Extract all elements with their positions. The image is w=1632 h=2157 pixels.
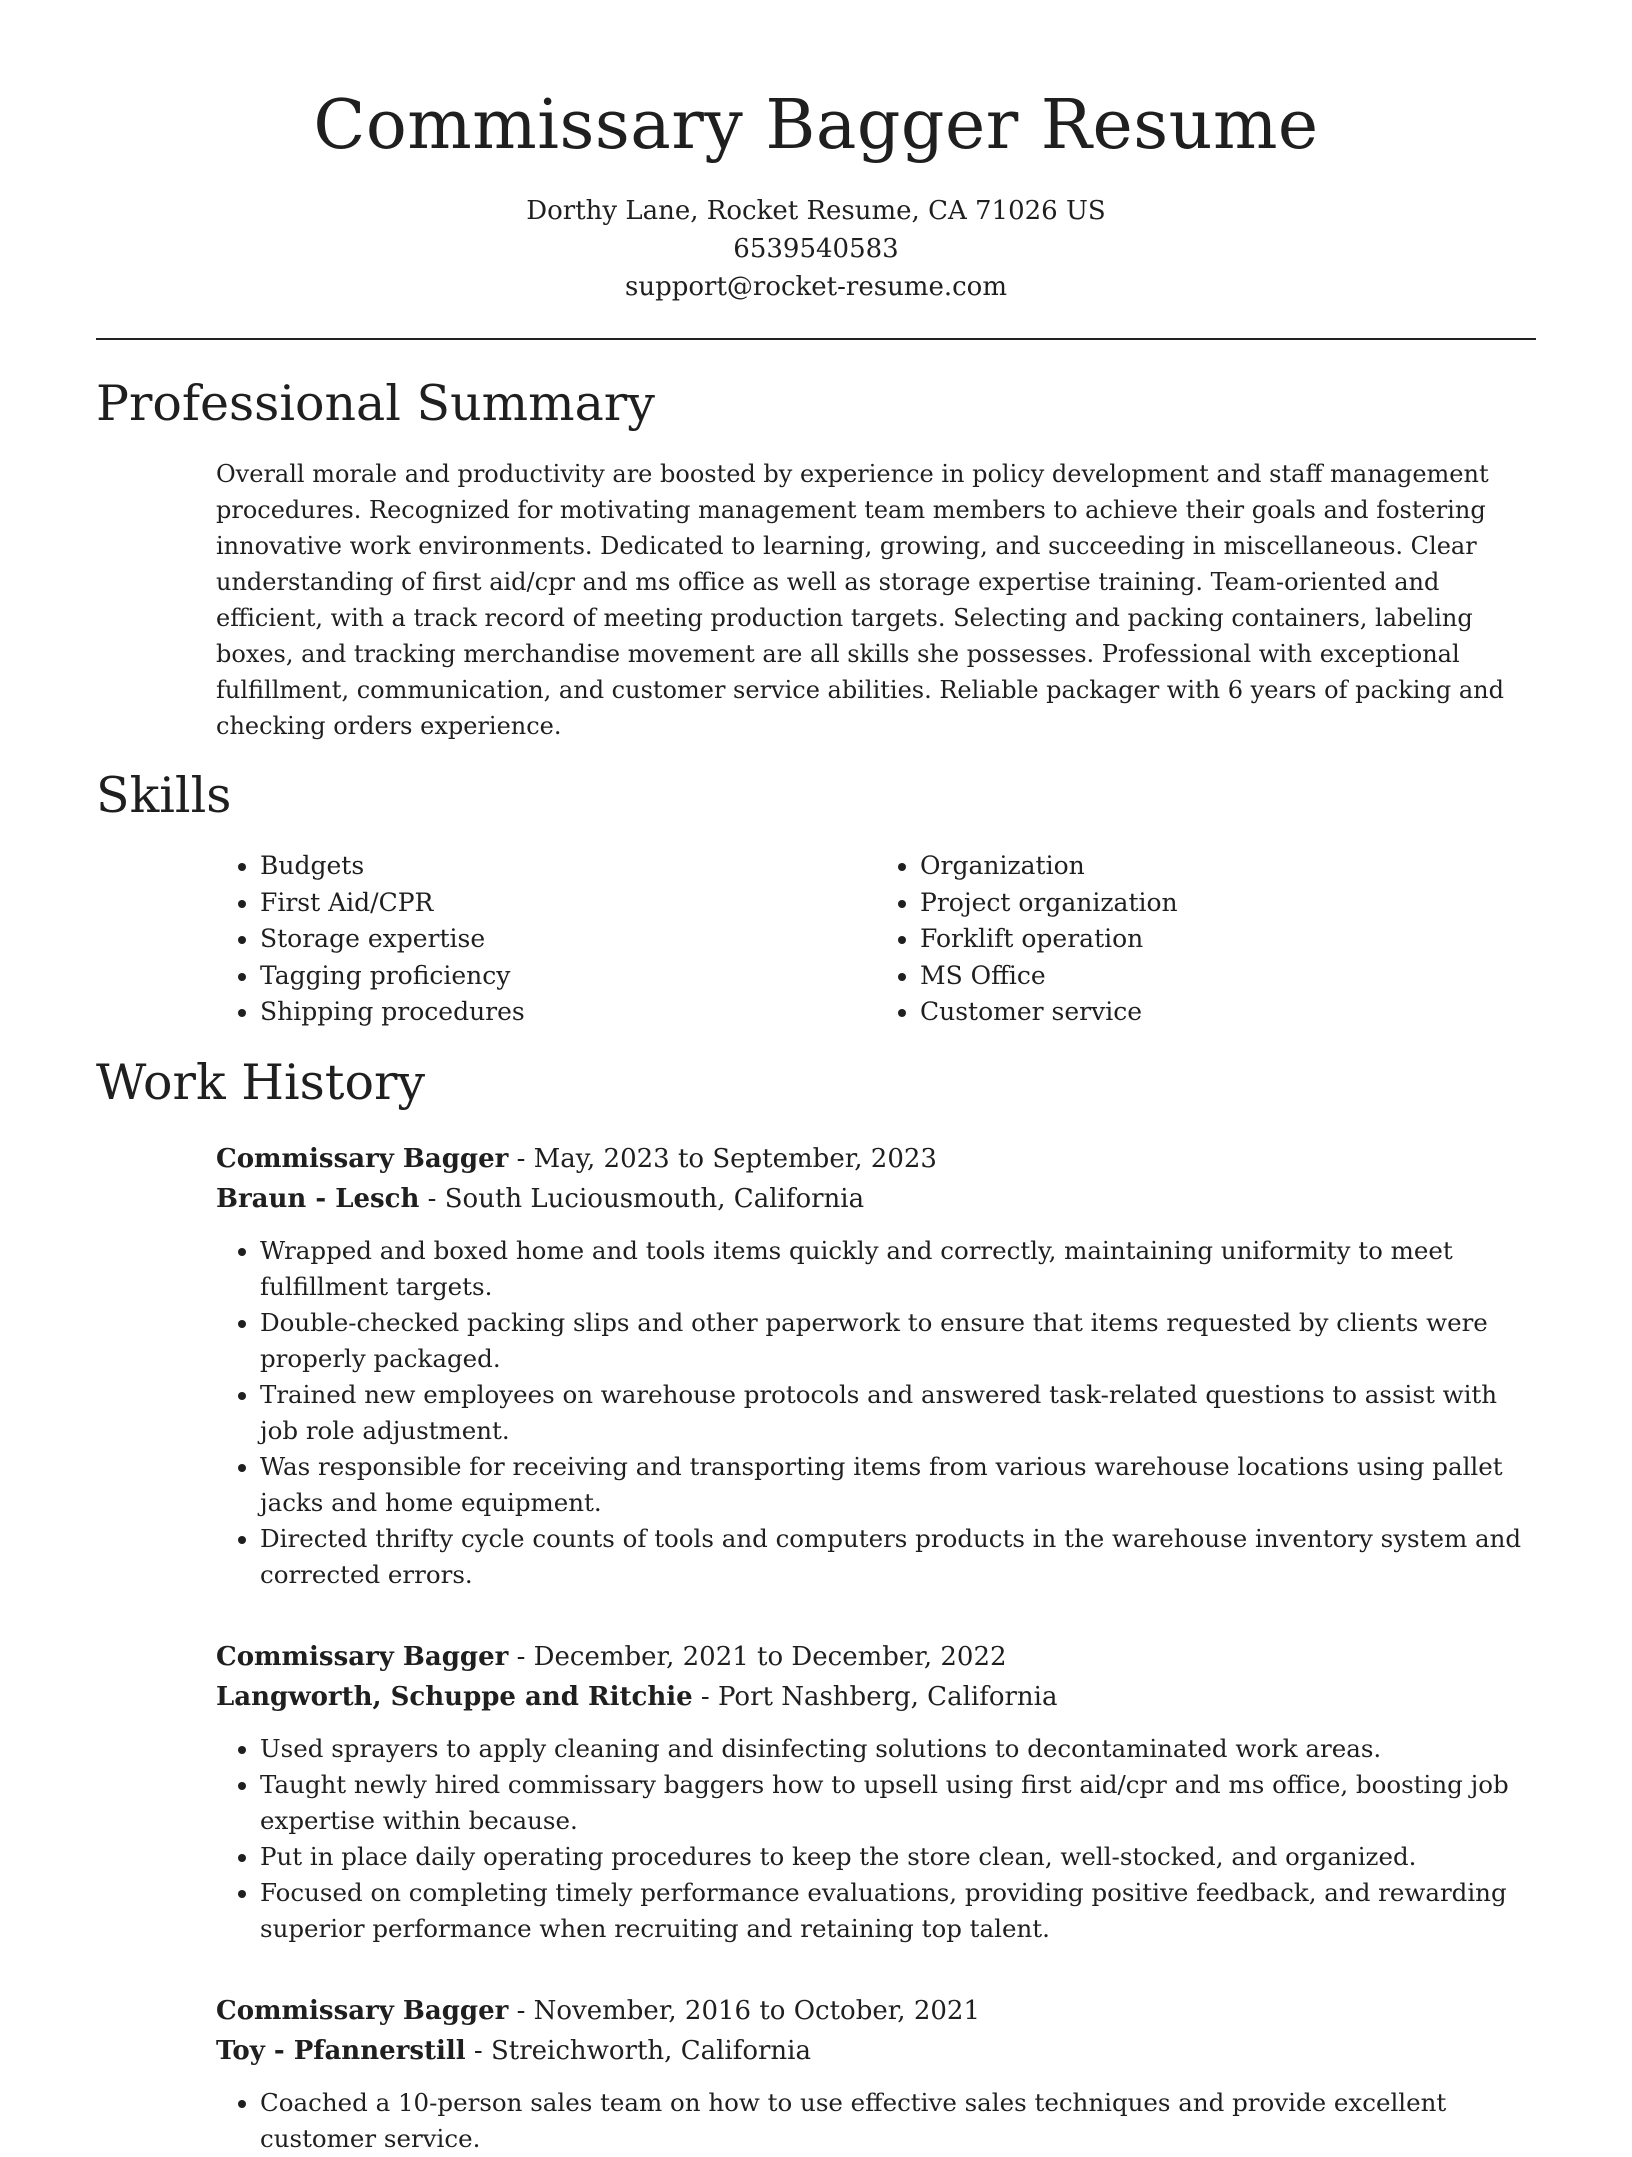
resume-title: Commissary Bagger Resume xyxy=(313,86,1319,165)
duty-item: • Double-checked packing slips and other paperwork to ensure that items requested by clients were properly packaged. xyxy=(260,1305,1536,1377)
job-company: Braun - Lesch xyxy=(216,1183,420,1214)
job-company: Toy - Pfannerstill xyxy=(216,2035,466,2066)
job-dates: - November, 2016 to October, 2021 xyxy=(508,1995,980,2026)
job-duties xyxy=(216,1731,1536,1947)
job-location: - South Luciousmouth, California xyxy=(419,1183,865,1214)
duty-item: • Focused on completing timely performance evaluations, providing positive feedback, and rewarding superior performance when recruiting and retaining top talent. xyxy=(260,1875,1536,1947)
duty-item: • Taught newly hired commissary baggers how to upsell using first aid/cpr and ms office, boosting job expertise within because. xyxy=(260,1767,1536,1839)
job-employer-line xyxy=(216,1179,1536,1219)
email-address: support@rocket-resume.com xyxy=(624,272,1007,302)
skill-item: • MS Office xyxy=(920,958,1536,995)
duty-item: • Directed thrifty cycle counts of tools and computers products in the warehouse inventory system and corrected errors. xyxy=(260,1521,1536,1593)
skill-item: • Budgets xyxy=(260,848,876,885)
skill-item: • Organization xyxy=(920,848,1536,885)
skill-item: • First Aid/CPR xyxy=(260,885,876,922)
job-title-line xyxy=(216,1637,1536,1677)
job-role: Commissary Bagger xyxy=(216,1143,509,1174)
address: Dorthy Lane, Rocket Resume, CA 71026 US xyxy=(526,196,1106,226)
duty-item: • Put in place daily operating procedures to keep the store clean, well-stocked, and organized. xyxy=(260,1839,1536,1875)
summary-text: Overall morale and productivity are boosted by experience in policy development and staff management procedures. Recognized for motivating management team members to achieve their goals and fostering innovative work environments. Dedicated to learning, growing, and succeeding in miscellaneous. Clear understanding of first aid/cpr and ms office as well as storage expertise training. Team-oriented and efficient, with a track record of meeting production targets. Selecting and packing containers, labeling boxes, and tracking merchandise movement are all skills she possesses. Professional with exceptional fulfillment, communication, and customer service abilities. Reliable packager with 6 years of packing and checking orders experience. xyxy=(216,460,1504,740)
skills-column-right xyxy=(876,848,1536,1031)
skill-item: • Tagging proficiency xyxy=(260,958,876,995)
skills-list xyxy=(216,848,1536,1031)
summary-heading: Professional Summary xyxy=(96,375,655,432)
job-title-line xyxy=(216,1139,1536,1179)
phone-number: 6539540583 xyxy=(733,234,899,264)
skills-column-left xyxy=(216,848,876,1031)
job-title-line xyxy=(216,1991,1536,2031)
job-entry xyxy=(216,1991,1536,2157)
contact-info xyxy=(96,192,1536,306)
job-employer-line xyxy=(216,1677,1536,1717)
job-duties xyxy=(216,1233,1536,1593)
skills-heading: Skills xyxy=(96,767,232,824)
duty-item: • Wrapped and boxed home and tools items quickly and correctly, maintaining uniformity to meet fulfillment targets. xyxy=(260,1233,1536,1305)
skill-item: • Forklift operation xyxy=(920,921,1536,958)
duty-item: • Trained new employees on warehouse protocols and answered task-related questions to assist with job role adjustment. xyxy=(260,1377,1536,1449)
duty-item: • Coached a 10-person sales team on how to use effective sales techniques and provide excellent customer service. xyxy=(260,2085,1536,2157)
duty-item: • Was responsible for receiving and transporting items from various warehouse locations using pallet jacks and home equipment. xyxy=(260,1449,1536,1521)
skill-item: • Project organization xyxy=(920,885,1536,922)
work-history-heading: Work History xyxy=(96,1053,426,1111)
job-location: - Port Nashberg, California xyxy=(692,1681,1058,1712)
job-dates: - May, 2023 to September, 2023 xyxy=(508,1143,937,1174)
job-role: Commissary Bagger xyxy=(216,1995,509,2026)
resume-page xyxy=(96,0,1536,2157)
duty-item: • Used sprayers to apply cleaning and disinfecting solutions to decontaminated work areas. xyxy=(260,1731,1536,1767)
job-role: Commissary Bagger xyxy=(216,1641,509,1672)
job-duties xyxy=(216,2085,1536,2157)
job-entry xyxy=(216,1139,1536,1593)
job-company: Langworth, Schuppe and Ritchie xyxy=(216,1681,693,1712)
job-dates: - December, 2021 to December, 2022 xyxy=(508,1641,1007,1672)
skill-item: • Storage expertise xyxy=(260,921,876,958)
resume-header xyxy=(96,0,1536,306)
job-location: - Streichworth, California xyxy=(465,2035,811,2066)
job-employer-line xyxy=(216,2031,1536,2071)
skill-item: • Customer service xyxy=(920,994,1536,1031)
skill-item: • Shipping procedures xyxy=(260,994,876,1031)
job-entry xyxy=(216,1637,1536,1947)
header-divider xyxy=(96,338,1536,340)
